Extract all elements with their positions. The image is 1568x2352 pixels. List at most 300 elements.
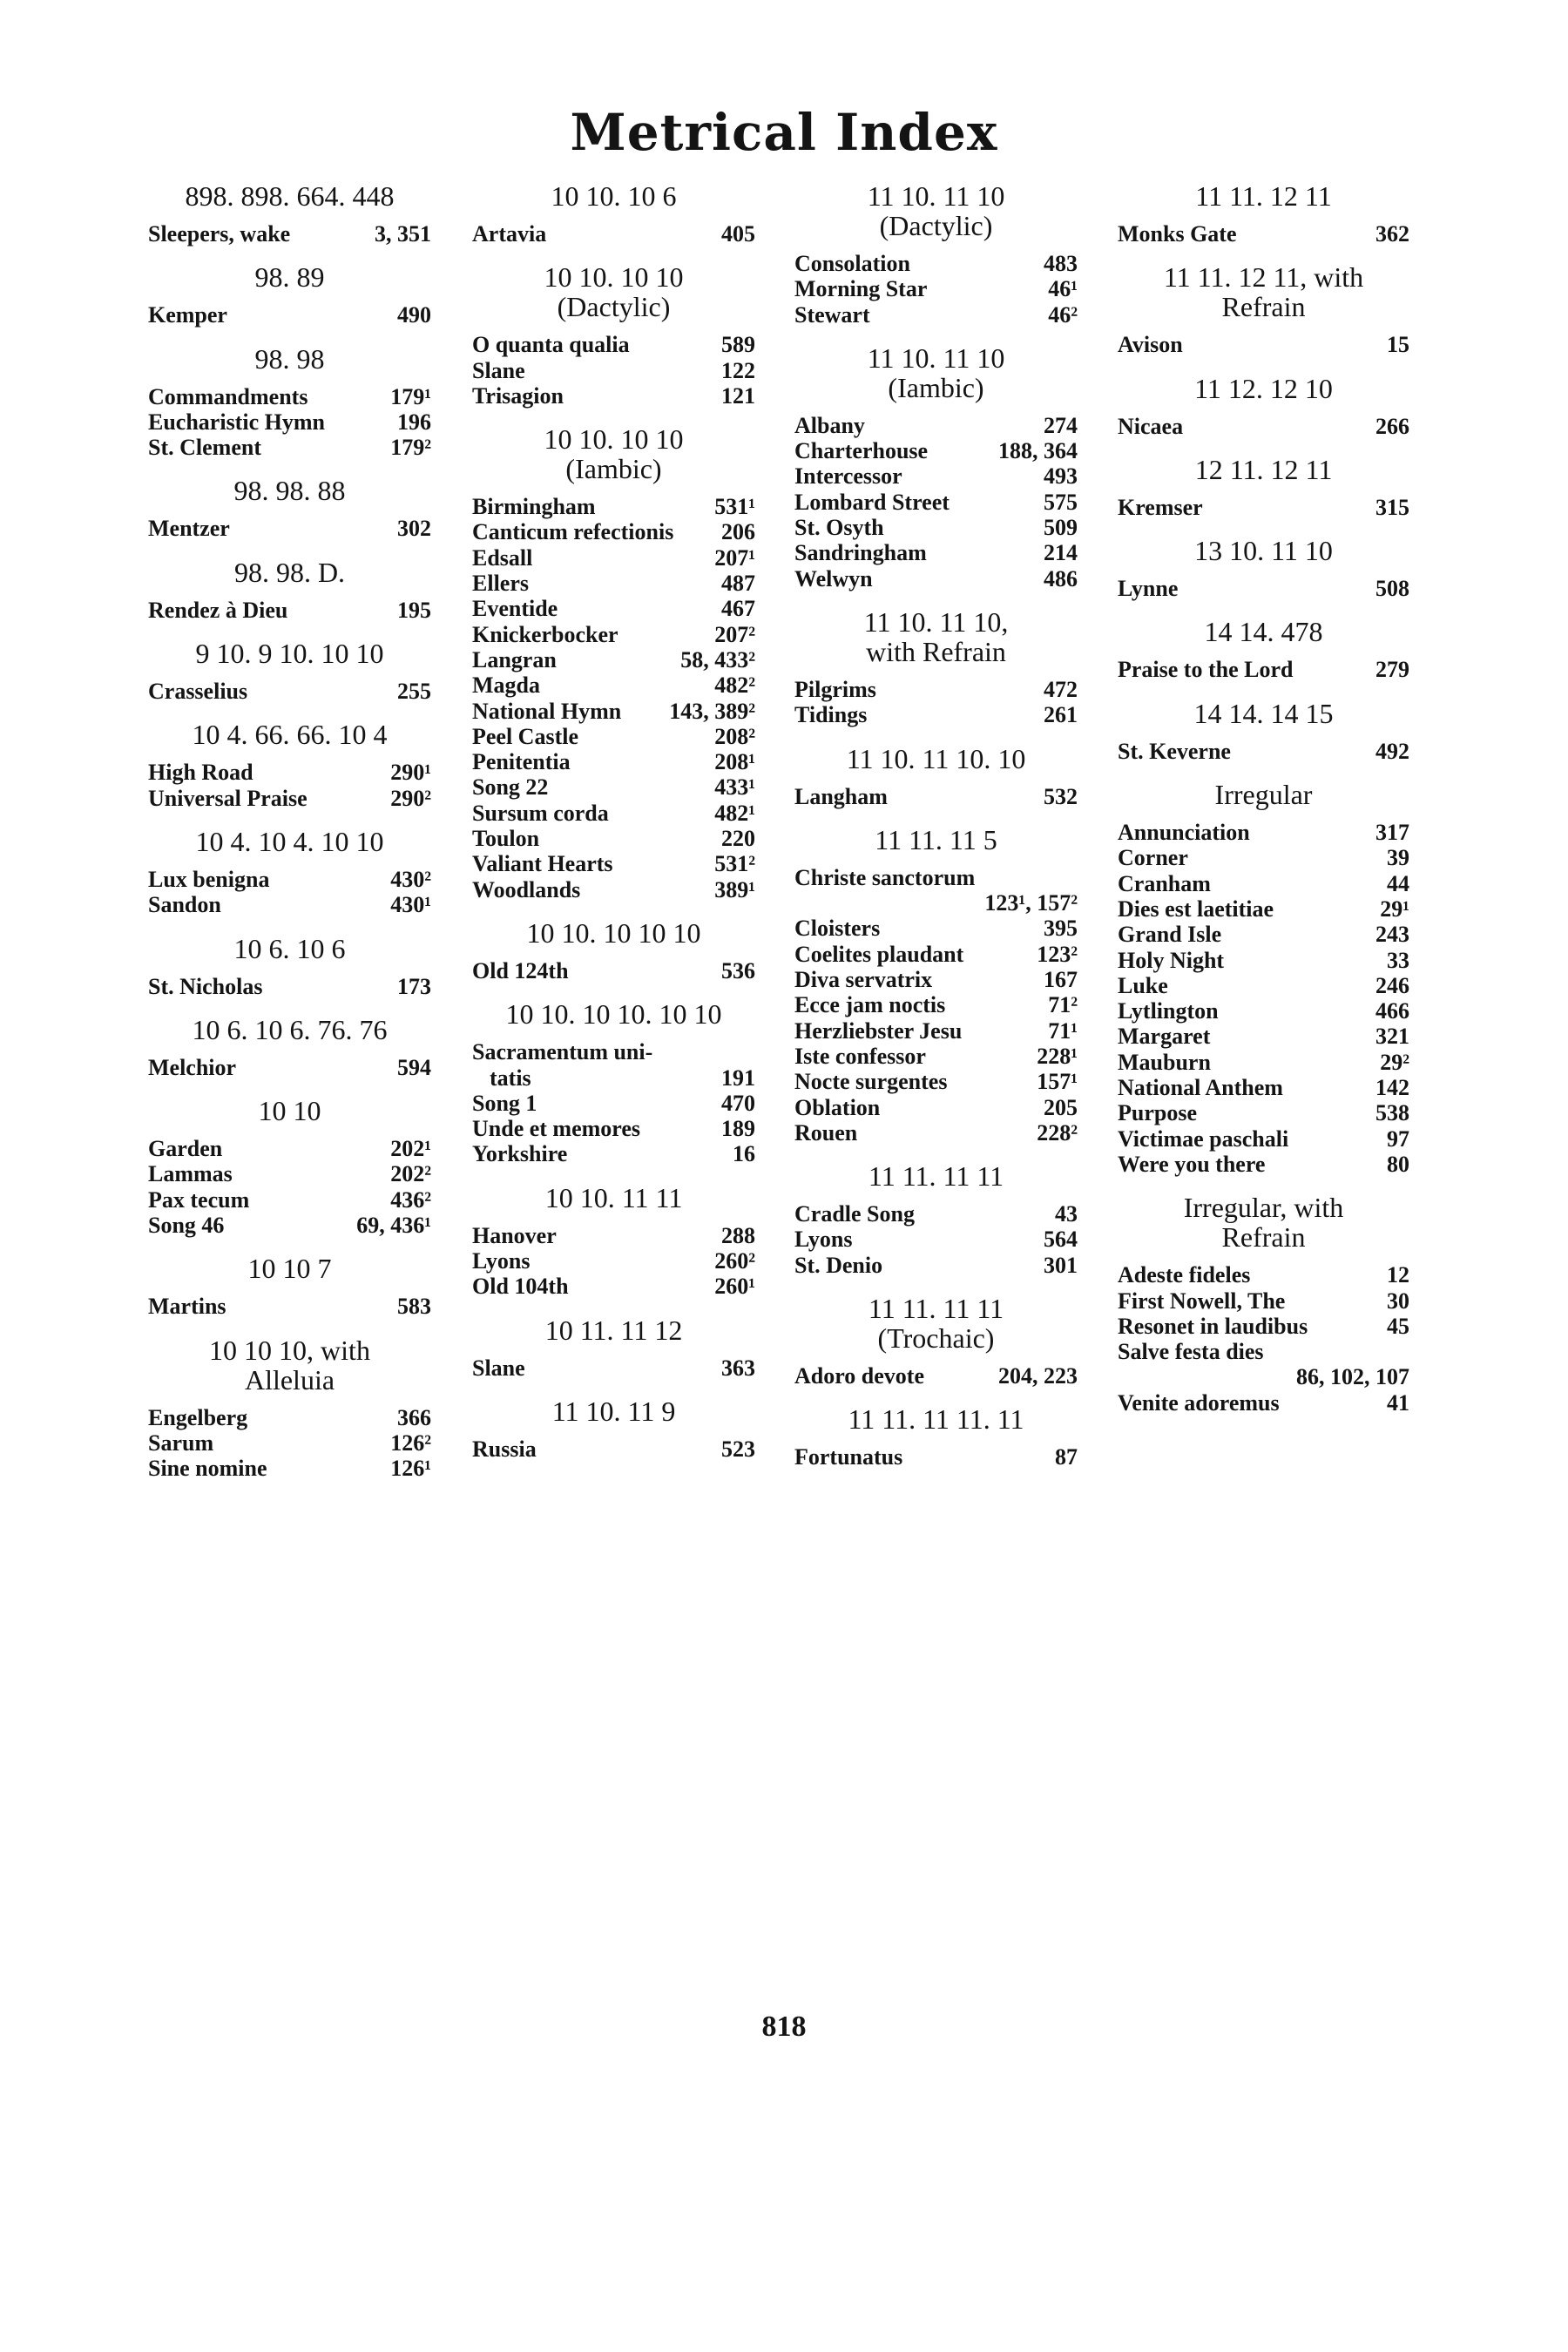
tune-entry [472,1274,755,1299]
hymn-number: 486 [1044,565,1078,591]
meter-heading [794,744,1078,774]
meter-heading-line: Refrain [1221,1221,1306,1254]
meter-heading-line: 11 11. 11 5 [875,823,997,855]
hymn-number: 126¹ [390,1456,431,1482]
meter-heading-line: 11 10. 11 10 [867,180,1005,212]
meter-heading-line: Refrain [1221,291,1306,323]
meter-heading [148,1015,431,1044]
tune-entry [1118,820,1409,845]
meter-heading [794,825,1078,855]
tune-entry [472,851,755,876]
meter-heading-line: 14 14. 14 15 [1193,697,1334,729]
tune-entry [794,967,1078,992]
tune-name: Lombard Street [794,489,950,515]
meter-heading [148,827,431,856]
tune-entry [794,992,1078,1017]
meter-heading [1118,699,1409,728]
hymn-number: 260² [714,1248,755,1274]
hymn-number: 389¹ [714,876,755,902]
hymn-number: 143, 389² [669,698,755,724]
hymn-number: 58, 433² [680,646,755,672]
tune-name: Nocte surgentes [794,1069,948,1095]
meter-heading [148,344,431,374]
hymn-number: 492 [1375,738,1409,764]
index-column-2 [472,181,755,1477]
hymn-number: 363 [721,1355,755,1381]
tune-entry [148,1136,431,1161]
tune-name: Knickerbocker [472,621,618,647]
meter-heading [148,181,431,211]
meter-heading-line: 9 10. 9 10. 10 10 [195,638,384,670]
hymn-number: 87 [1055,1444,1078,1470]
hymn-number: 490 [397,302,431,328]
tune-entry [794,890,1078,916]
tune-entry [1118,1024,1409,1049]
meter-heading-line: 10 10. 10 10 [544,261,684,294]
meter-heading [472,1396,755,1426]
hymn-number: 179¹ [390,383,431,409]
tune-name: Trisagion [472,382,564,409]
tune-name: Crasselius [148,679,248,705]
meter-heading [794,1294,1078,1353]
tune-name: Martins [148,1294,226,1320]
hymn-number: 195 [397,597,431,623]
tune-entry [472,1248,755,1274]
meter-heading [794,1404,1078,1434]
tune-name: Purpose [1118,1100,1197,1126]
tune-name: Rouen [794,1119,858,1146]
tune-entry [794,540,1078,565]
hymn-number: 228² [1037,1119,1078,1146]
tune-name: St. Osyth [794,515,884,541]
hymn-number: 45 [1387,1313,1409,1339]
tune-name: tatis [490,1064,531,1091]
hymn-number: 583 [397,1294,431,1320]
tune-name: Lyons [472,1248,531,1274]
tune-entry [1118,739,1409,764]
tune-name: Herzliebster Jesu [794,1017,963,1044]
page-number: 818 [761,2011,807,2043]
meter-heading-line: 11 11. 11 11. 11 [848,1403,1024,1436]
tune-entry [472,1141,755,1166]
hymn-number: 482¹ [714,800,755,826]
meter-section [148,558,431,623]
tune-entry [1118,657,1409,682]
page-title: Metrical Index [570,103,998,162]
meter-heading [148,639,431,668]
tune-name: Praise to the Lord [1118,657,1294,683]
tune-name: Russia [472,1436,537,1462]
index-column-4 [1118,181,1409,1431]
meter-heading-line: 10 10 7 [247,1253,332,1285]
meter-section [148,934,431,999]
hymn-number: 188, 364 [998,438,1078,464]
hymn-number: 43 [1055,1201,1078,1227]
tune-entry [794,1363,1078,1389]
tune-name: Magda [472,672,540,699]
tune-name: Resonet in laudibus [1118,1313,1308,1339]
tune-name: Song 1 [472,1090,537,1116]
tune-name: St. Clement [148,435,261,461]
meter-section [148,720,431,811]
meter-heading-line: 898. 898. 664. 448 [185,180,395,212]
tune-name: Sandon [148,892,221,918]
meter-heading [148,262,431,292]
meter-heading [1118,374,1409,403]
hymn-number: 202² [390,1161,431,1187]
tune-name: Christe sanctorum [794,864,976,890]
tune-entry [1118,1262,1409,1288]
meter-heading [1118,780,1409,809]
meter-section [1118,262,1409,357]
tune-entry [472,545,755,571]
hymn-number: 69, 436¹ [356,1213,431,1239]
meter-heading [472,918,755,948]
hymn-number: 470 [721,1090,755,1116]
hymn-number: 33 [1387,947,1409,973]
tune-name: Unde et memores [472,1116,641,1142]
hymn-number: 71¹ [1048,1017,1078,1044]
hymn-number: 594 [397,1054,431,1080]
tune-entry [794,1201,1078,1227]
tune-name: Slane [472,357,525,383]
tune-name: Luke [1118,972,1168,998]
meter-section [1118,699,1409,764]
tune-entry [1118,1050,1409,1075]
meter-heading-line: (Trochaic) [877,1322,995,1355]
meter-heading [148,1335,431,1395]
hymn-number: 430¹ [390,892,431,918]
tune-entry [148,1405,431,1430]
hymn-number: 3, 351 [375,221,431,247]
tune-entry [472,1039,755,1064]
meter-section [1118,780,1409,1177]
tune-name: Sursum corda [472,800,609,826]
tune-entry [148,786,431,811]
hymn-number: 487 [721,571,755,597]
meter-section [148,262,431,328]
tune-entry [148,760,431,785]
tune-name: Albany [794,412,865,438]
meter-section [472,262,755,409]
meter-section [148,344,431,461]
tune-entry [794,1018,1078,1044]
meter-section [148,181,431,247]
hymn-number: 142 [1375,1075,1409,1101]
hymn-number: 46² [1048,301,1078,328]
tune-entry [794,438,1078,463]
meter-heading-line: 98. 89 [254,261,325,294]
hymn-number: 589 [721,332,755,358]
tune-name: Sine nomine [148,1456,267,1482]
meter-heading [794,181,1078,240]
tune-entry [1118,1075,1409,1100]
tune-name: St. Denio [794,1252,883,1278]
tune-entry [1118,845,1409,870]
tune-entry [794,413,1078,438]
tune-name: Ellers [472,571,529,597]
tune-entry [472,801,755,826]
meter-heading-line: 10 10. 10 10. 10 10 [505,998,722,1031]
hymn-number: 483 [1044,251,1078,276]
meter-heading [794,1161,1078,1191]
hymn-number: 122 [721,357,755,383]
tune-entry [472,1223,755,1248]
meter-heading [148,720,431,749]
meter-heading [148,934,431,963]
tune-name: Corner [1118,845,1188,871]
hymn-number: 467 [721,596,755,622]
meter-heading [794,343,1078,402]
meter-section [794,181,1078,328]
meter-heading-line: 10 10. 10 10 [544,423,684,456]
tune-entry [148,679,431,704]
hymn-number: 493 [1044,463,1078,490]
meter-heading-line: 11 11. 12 11, with [1163,261,1364,294]
tune-entry [794,784,1078,809]
meter-section [794,1404,1078,1470]
hymn-number: 80 [1387,1151,1409,1177]
hymn-number: 71² [1048,992,1078,1018]
tune-entry [1118,871,1409,896]
tune-entry [148,1161,431,1186]
tune-name: Cloisters [794,916,881,942]
tune-entry [794,1095,1078,1120]
tune-name: Artavia [472,221,547,247]
tune-entry [1118,1314,1409,1339]
tune-name: Langran [472,646,557,672]
meter-heading-line: 10 4. 10 4. 10 10 [195,825,384,857]
tune-entry [794,276,1078,301]
meter-heading-line: 98. 98 [254,342,325,375]
hymn-number: 30 [1387,1288,1409,1314]
tune-name: Morning Star [794,276,928,302]
hymn-number: 46¹ [1048,276,1078,302]
tune-entry [472,958,755,983]
tune-name: Diva servatrix [794,967,933,993]
hymn-number: 508 [1375,576,1409,602]
tune-entry [472,699,755,724]
tune-entry [148,867,431,892]
tune-name: Pilgrims [794,676,876,702]
tune-entry [472,519,755,544]
tune-name: Venite adoremus [1118,1389,1280,1416]
meter-section [1118,617,1409,682]
tune-name: Commandments [148,383,308,409]
meter-heading [472,1183,755,1213]
hymn-number: 207² [714,621,755,647]
meter-section [794,1161,1078,1278]
tune-name: Annunciation [1118,820,1250,846]
hymn-number: 290¹ [390,760,431,786]
tune-entry [794,916,1078,941]
hymn-number: 123² [1037,941,1078,967]
tune-name: Ecce jam noctis [794,992,946,1018]
hymn-number: 532 [1044,783,1078,809]
hymn-number: 246 [1375,972,1409,998]
tune-entry [794,490,1078,515]
tune-name: Engelberg [148,1404,248,1430]
tune-name: Were you there [1118,1151,1266,1177]
tune-name: Salve festa dies [1118,1339,1264,1365]
tune-entry [472,1355,755,1381]
hymn-number: 243 [1375,922,1409,948]
tune-name: Cranham [1118,870,1211,896]
hymn-number: 205 [1044,1094,1078,1120]
hymn-number: 29² [1380,1049,1409,1075]
hymn-number: 15 [1387,332,1409,358]
meter-heading [794,607,1078,666]
tune-name: Birmingham [472,494,596,520]
tune-entry [794,1120,1078,1146]
tune-entry [794,1227,1078,1252]
hymn-number: 86, 102, 107 [1296,1364,1409,1390]
meter-heading-line: 10 10 10, with [209,1334,370,1366]
tune-entry [1118,221,1409,247]
tune-entry [472,1091,755,1116]
hymn-number: 302 [397,516,431,542]
tune-name: Mentzer [148,516,230,542]
tune-name: Penitentia [472,749,571,775]
tune-entry [148,1430,431,1456]
tune-name: Canticum refectionis [472,519,674,545]
tune-name: National Hymn [472,698,622,724]
tune-name: Stewart [794,301,870,328]
tune-name: Slane [472,1355,525,1381]
meter-heading-line: Alleluia [244,1363,335,1396]
tune-name: Valiant Hearts [472,851,613,877]
tune-entry [472,1116,755,1141]
hymn-number: 207¹ [714,544,755,571]
tune-name: Nicaea [1118,413,1184,439]
tune-name: Old 104th [472,1274,569,1300]
meter-heading [148,1254,431,1283]
tune-entry [794,1253,1078,1278]
hymn-number: 44 [1387,870,1409,896]
tune-entry [148,1187,431,1213]
hymn-number: 121 [721,382,755,409]
tune-name: Sleepers, wake [148,221,291,247]
tune-entry [148,598,431,623]
tune-name: Garden [148,1136,223,1162]
tune-name: Adoro devote [794,1363,925,1389]
tune-name: Intercessor [794,463,902,490]
meter-section [148,1254,431,1319]
tune-entry [794,515,1078,540]
hymn-number: 575 [1044,489,1078,515]
tune-entry [1118,948,1409,973]
hymn-number: 97 [1387,1125,1409,1152]
meter-heading [1118,536,1409,565]
meter-heading [472,181,755,211]
hymn-number: 167 [1044,967,1078,993]
tune-entry [1118,414,1409,439]
tune-name: Monks Gate [1118,221,1237,247]
hymn-number: 220 [721,826,755,852]
meter-heading-line: 11 11. 12 11 [1195,180,1332,212]
tune-name: Lyons [794,1227,853,1253]
tune-name: Dies est laetitiae [1118,896,1274,922]
hymn-number: 191 [721,1064,755,1091]
meter-heading [472,1315,755,1345]
tune-name: Avison [1118,332,1183,358]
meter-heading-line: 14 14. 478 [1204,616,1323,648]
tune-name: Woodlands [472,876,581,902]
hymn-number: 204, 223 [998,1363,1078,1389]
tune-name: Tidings [794,702,868,728]
meter-heading-line: 11 10. 11 9 [551,1395,676,1427]
tune-name: Sarum [148,1429,214,1456]
tune-name: Eventide [472,596,558,622]
meter-heading-line: (Iambic) [888,371,984,403]
hymn-number: 261 [1044,702,1078,728]
meter-heading-line: with Refrain [866,635,1006,667]
meter-heading [1118,617,1409,646]
tune-name: Yorkshire [472,1141,568,1167]
tune-name: Adeste fideles [1118,1262,1251,1288]
tune-entry [1118,973,1409,998]
tune-entry [794,702,1078,727]
hymn-number: 179² [390,435,431,461]
tune-name: O quanta qualia [472,332,630,358]
meter-heading-line: 10 4. 66. 66. 10 4 [192,719,388,751]
tune-entry [1118,495,1409,520]
meter-section [472,1183,755,1300]
tune-name: Welwyn [794,565,873,591]
tune-entry [148,409,431,435]
tune-name: Charterhouse [794,438,929,464]
meter-section [1118,374,1409,439]
hymn-number: 260¹ [714,1274,755,1300]
tune-entry [794,566,1078,591]
hymn-number: 531¹ [714,494,755,520]
hymn-number: 16 [733,1141,755,1167]
tune-entry [148,435,431,460]
meter-section [1118,1193,1409,1416]
meter-section [794,744,1078,809]
tune-name: High Road [148,760,253,786]
tune-entry [794,463,1078,489]
meter-heading-line: (Dactylic) [879,210,993,241]
tune-entry [1118,922,1409,947]
hymn-number: 206 [721,519,755,545]
tune-entry [794,1044,1078,1069]
meter-heading-line: Irregular [1214,779,1313,811]
tune-entry [1118,1339,1409,1364]
tune-entry [1118,1288,1409,1314]
tune-entry [472,596,755,621]
tune-name: Kemper [148,302,227,328]
tune-entry [148,1055,431,1080]
hymn-number: 157¹ [1037,1069,1078,1095]
hymn-number: 472 [1044,676,1078,702]
meter-heading-line: 10 6. 10 6. 76. 76 [192,1013,388,1045]
tune-entry [1118,1364,1409,1389]
tune-name: Holy Night [1118,947,1225,973]
meter-heading-line: (Dactylic) [557,291,671,323]
tune-entry [148,974,431,999]
tune-entry [472,358,755,383]
tune-name: Victimae paschali [1118,1125,1289,1152]
tune-entry [1118,332,1409,357]
tune-name: Sandringham [794,540,927,566]
hymn-number: 288 [721,1222,755,1248]
hymn-number: 433¹ [714,774,755,801]
meter-section [148,476,431,541]
tune-entry [472,494,755,519]
hymn-number: 202¹ [390,1136,431,1162]
tune-entry [472,571,755,596]
